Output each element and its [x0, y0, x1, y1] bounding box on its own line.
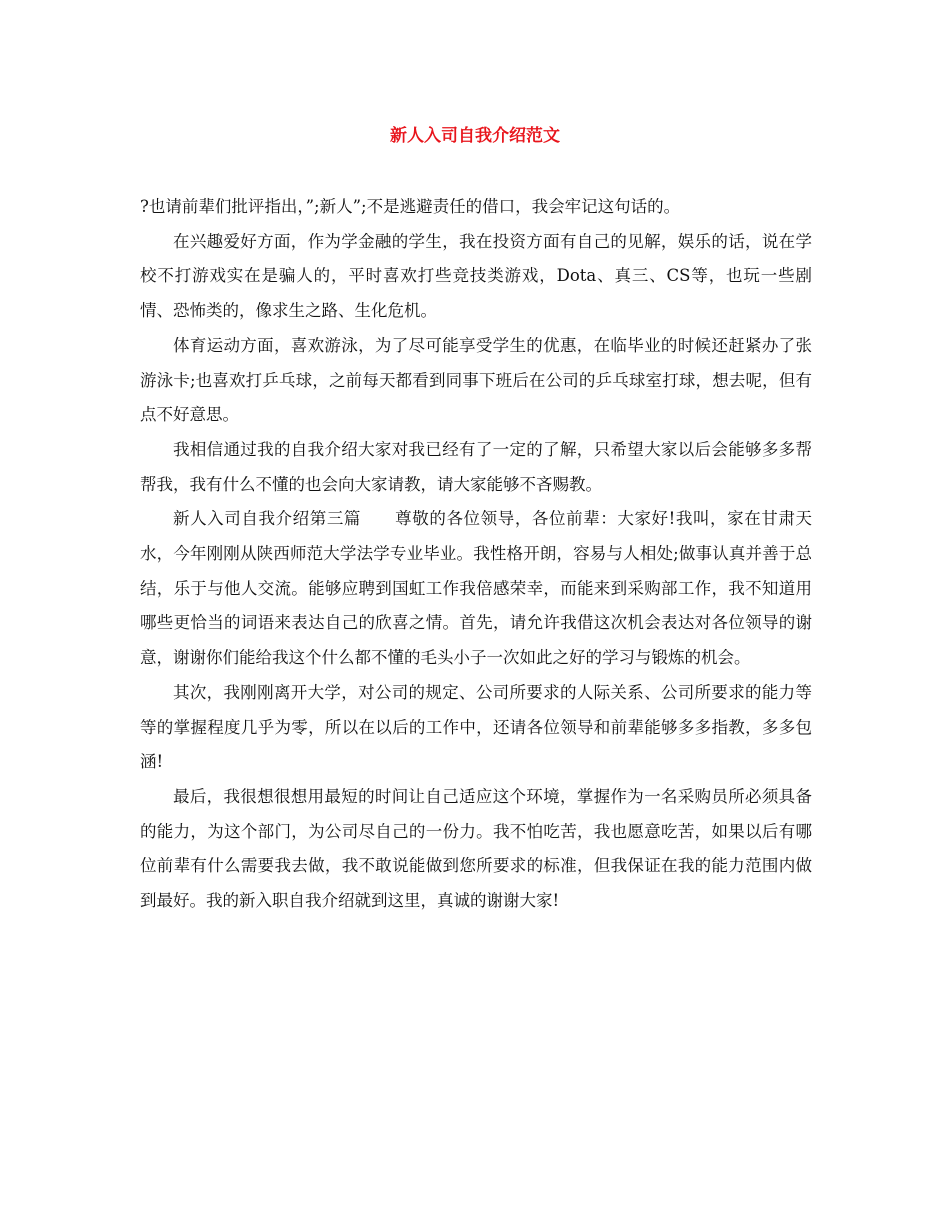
- paragraph-2: 在兴趣爱好方面，作为学金融的学生，我在投资方面有自己的见解，娱乐的话，说在学校不打游戏实在是骗人的，平时喜欢打些竞技类游戏，Dota、真三、CS等，也玩一些剧情、恐怖类的，像求生之路、生化危机。: [140, 231, 812, 321]
- paragraph-1: ?也请前辈们批评指出，”;新人”;不是逃避责任的借口，我会牢记这句话的。: [140, 197, 681, 216]
- document-title: 新人入司自我介绍范文: [390, 126, 560, 146]
- paragraph-6: 其次，我刚刚离开大学，对公司的规定、公司所要求的人际关系、公司所要求的能力等等的掌握程度几乎为零，所以在以后的工作中，还请各位领导和前辈能够多多指教，多多包涵!: [140, 682, 812, 772]
- paragraph-4: 我相信通过我的自我介绍大家对我已经有了一定的了解，只希望大家以后会能够多多帮帮我，我有什么不懂的也会向大家请教，请大家能够不吝赐教。: [140, 439, 812, 494]
- paragraph-7: 最后，我很想很想用最短的时间让自己适应这个环境，掌握作为一名采购员所必须具备的能力，为这个部门，为公司尽自己的一份力。我不怕吃苦，我也愿意吃苦，如果以后有哪位前辈有什么需要我去做，我不敢说能做到您所要求的标准，但我保证在我的能力范围内做到最好。我的新入职自我介绍就到这里，真诚的谢谢大家!: [140, 786, 812, 911]
- paragraph-3: 体育运动方面，喜欢游泳，为了尽可能享受学生的优惠，在临毕业的时候还赶紧办了张游泳卡;也喜欢打乒乓球，之前每天都看到同事下班后在公司的乒乓球室打球，想去呢，但有点不好意思。: [140, 335, 812, 425]
- paragraph-5: 新人入司自我介绍第三篇 尊敬的各位领导，各位前辈：大家好!我叫，家在甘肃天水，今年刚刚从陕西师范大学法学专业毕业。我性格开朗，容易与人相处;做事认真并善于总结，乐于与他人交流。能够应聘到国虹工作我倍感荣幸，而能来到采购部工作，我不知道用哪些更恰当的词语来表达自己的欣喜之情。首先，请允许我借这次机会表达对各位领导的谢意，谢谢你们能给我这个什么都不懂的毛头小子一次如此之好的学习与锻炼的机会。: [140, 509, 812, 668]
- document-body: [140, 190, 812, 919]
